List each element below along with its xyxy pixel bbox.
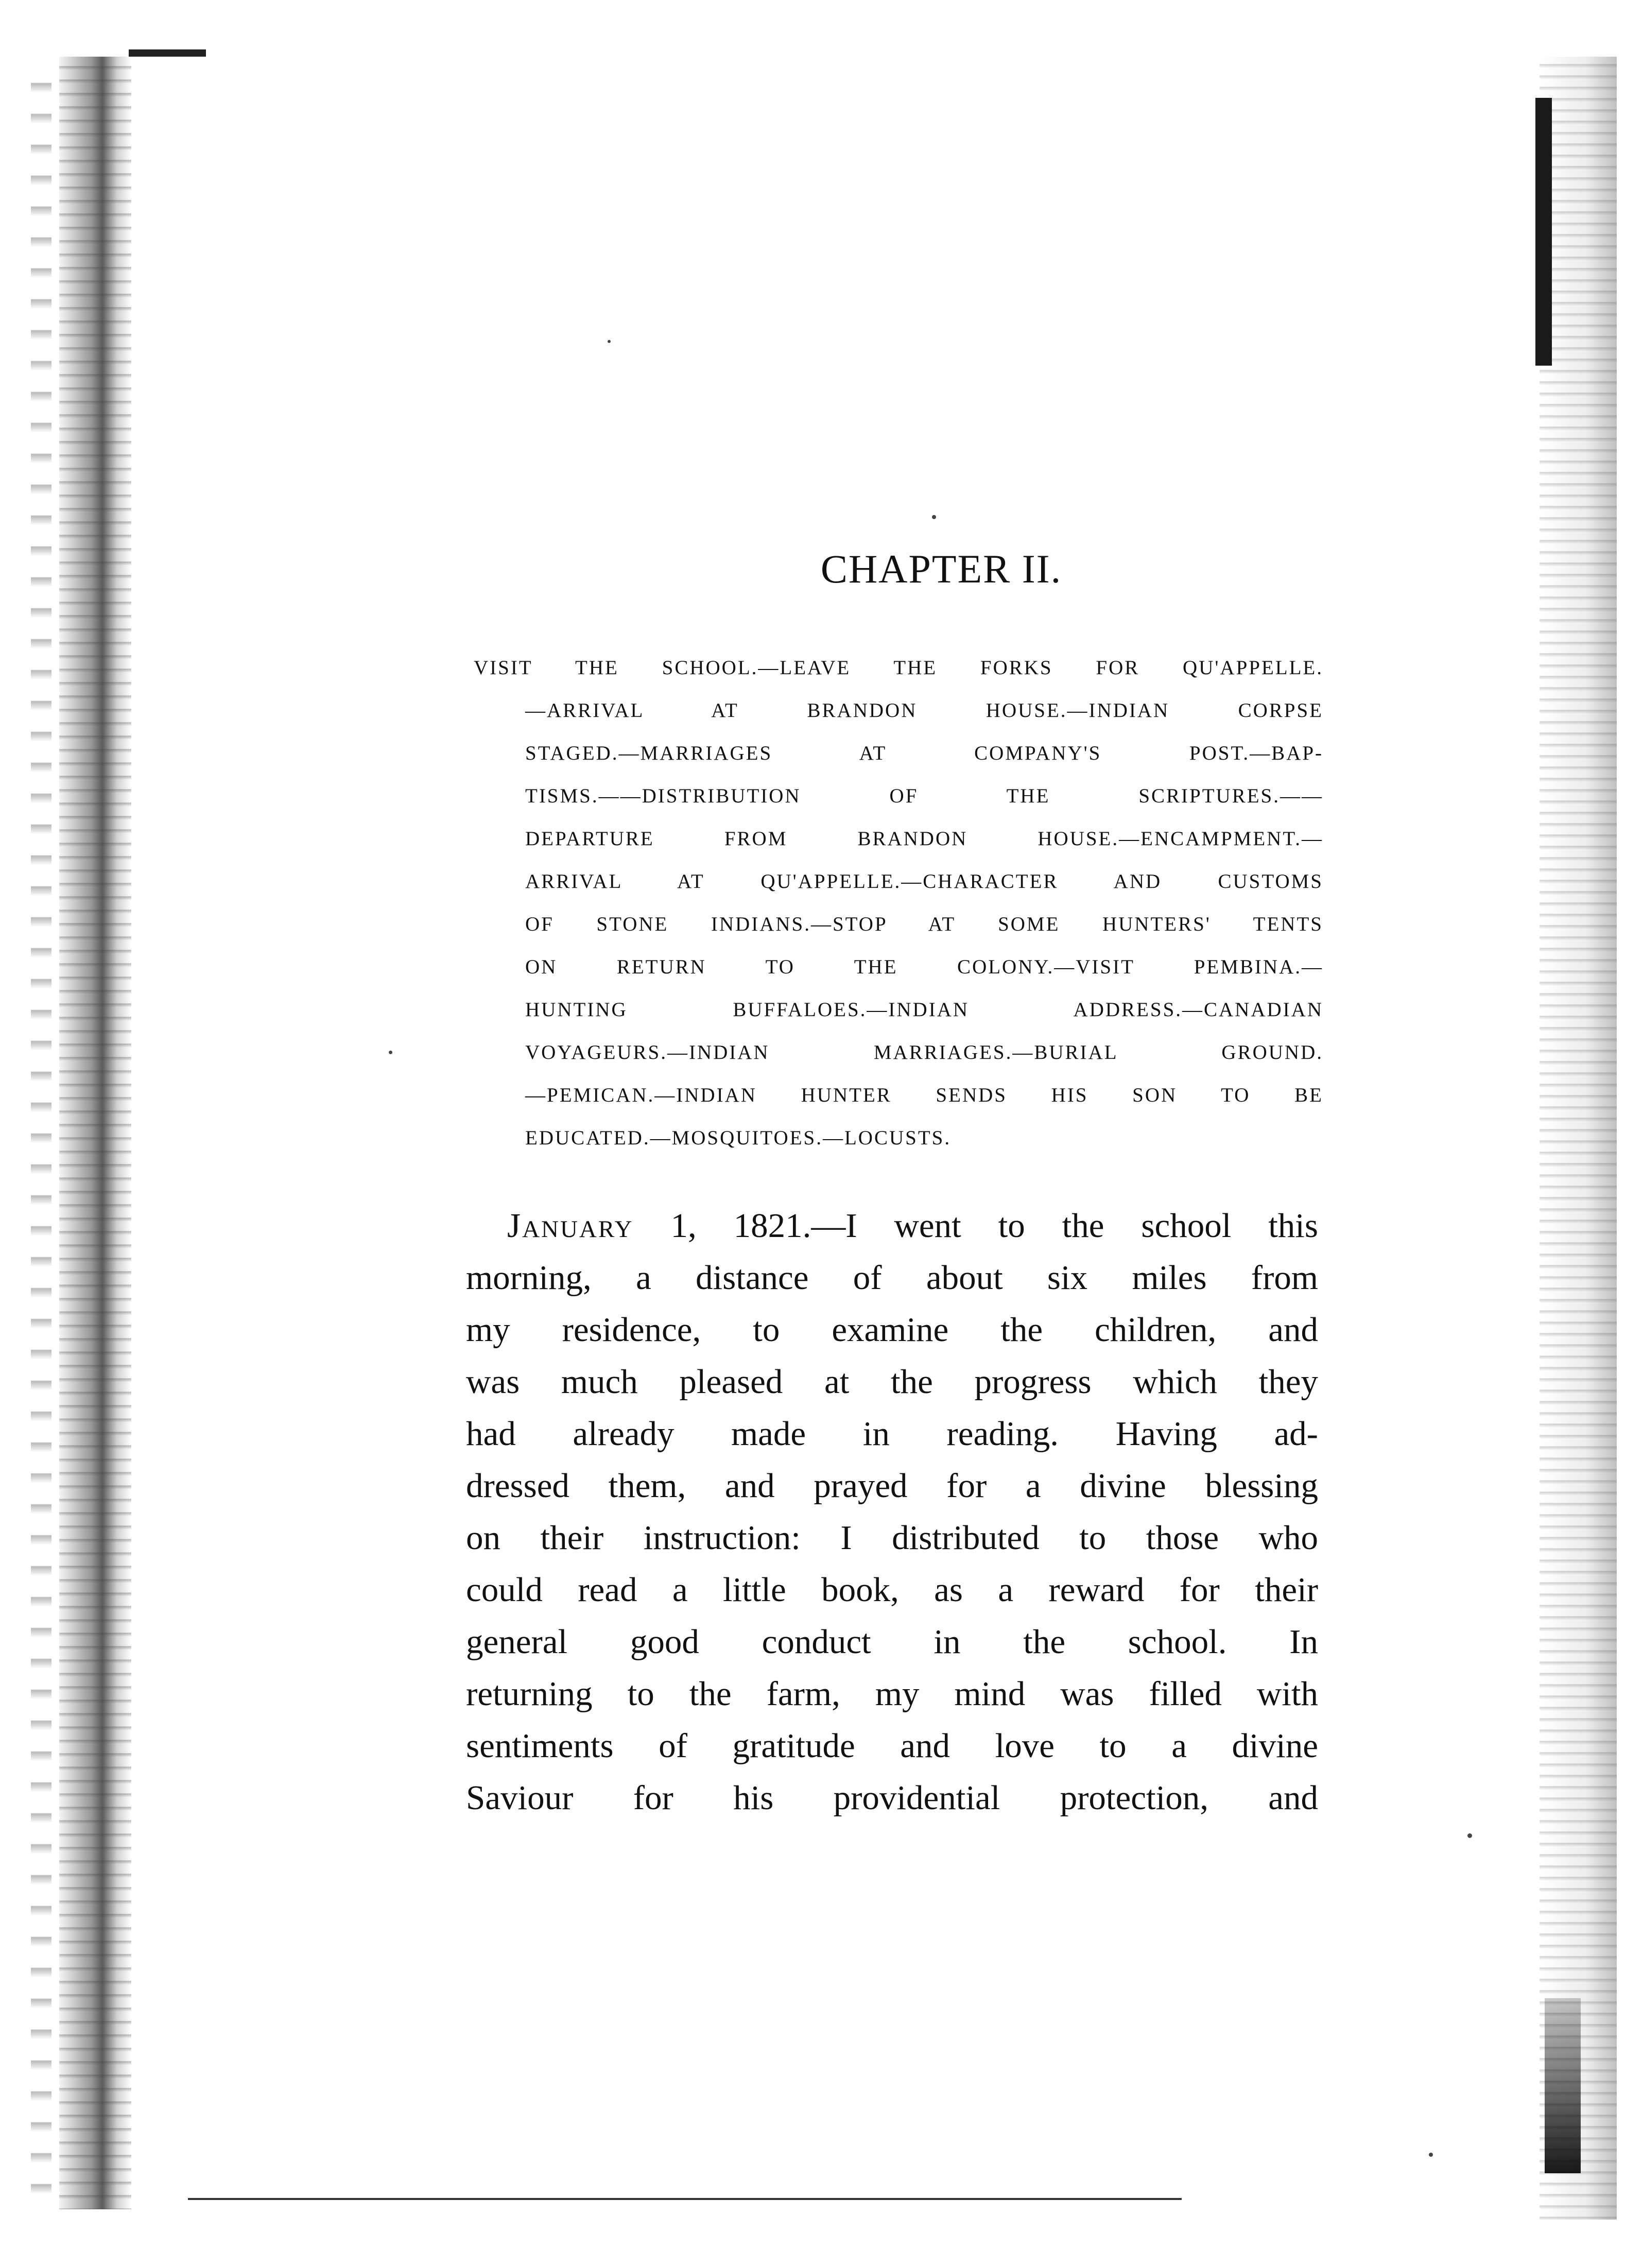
- summary-line: ARRIVAL AT QU'APPELLE.—CHARACTER AND CUSTOMS: [525, 870, 1323, 892]
- scan-mark-top: [129, 49, 206, 57]
- page-bottom-rule: [188, 2198, 1182, 2200]
- binding-shadow-outer: [31, 62, 51, 2199]
- body-line: returning to the farm, my mind was filled with: [466, 1675, 1318, 1713]
- summary-line: VISIT THE SCHOOL.—LEAVE THE FORKS FOR QU'APPELLE.: [474, 657, 1323, 679]
- chapter-title: [0, 546, 1625, 592]
- binding-shadow: [59, 57, 131, 2209]
- body-line: dressed them, and prayed for a divine blessing: [466, 1467, 1318, 1505]
- page-edge-bar-bottom: [1545, 1998, 1581, 2173]
- summary-line: EDUCATED.—MOSQUITOES.—LOCUSTS.: [525, 1127, 952, 1149]
- scan-speck: [1467, 1833, 1472, 1838]
- page-edge-shadow: [1540, 57, 1617, 2220]
- summary-line: VOYAGEURS.—INDIAN MARRIAGES.—BURIAL GROUND.: [525, 1041, 1323, 1063]
- body-line: sentiments of gratitude and love to a divine: [466, 1727, 1318, 1765]
- body-line: was much pleased at the progress which they: [466, 1363, 1318, 1401]
- page-edge-bar-top: [1535, 98, 1552, 366]
- body-line: on their instruction: I distributed to those who: [466, 1519, 1318, 1557]
- scan-speck: [932, 515, 936, 519]
- date-word: January: [507, 1207, 634, 1245]
- chapter-summary: [474, 646, 1323, 1159]
- body-line: morning, a distance of about six miles from: [466, 1259, 1318, 1297]
- summary-line: ON RETURN TO THE COLONY.—VISIT PEMBINA.—: [525, 956, 1323, 978]
- summary-line: DEPARTURE FROM BRANDON HOUSE.—ENCAMPMENT.—: [525, 828, 1323, 850]
- summary-line: —ARRIVAL AT BRANDON HOUSE.—INDIAN CORPSE: [525, 699, 1323, 721]
- scan-speck: [1429, 2153, 1433, 2157]
- chapter-title-text: CHAPTER II.: [820, 546, 1062, 591]
- scan-speck: [608, 340, 611, 343]
- summary-line: OF STONE INDIANS.—STOP AT SOME HUNTERS' TENTS: [525, 913, 1323, 935]
- body-line: my residence, to examine the children, and: [466, 1311, 1318, 1349]
- scan-speck: [389, 1051, 392, 1054]
- summary-line: HUNTING BUFFALOES.—INDIAN ADDRESS.—CANADIAN: [525, 999, 1323, 1021]
- body-line-first: [507, 1200, 1318, 1252]
- summary-line: STAGED.—MARRIAGES AT COMPANY'S POST.—BAP-: [525, 742, 1323, 764]
- body-line: Saviour for his providential protection, and: [466, 1779, 1318, 1817]
- first-line-rest: 1, 1821.—I went to the school this: [670, 1207, 1319, 1245]
- body-line: general good conduct in the school. In: [466, 1623, 1318, 1661]
- body-line: could read a little book, as a reward for their: [466, 1571, 1318, 1609]
- body-paragraph: [466, 1200, 1318, 1824]
- summary-line: —PEMICAN.—INDIAN HUNTER SENDS HIS SON TO BE: [525, 1084, 1323, 1106]
- summary-line: TISMS.——DISTRIBUTION OF THE SCRIPTURES.——: [525, 785, 1323, 807]
- body-line: had already made in reading. Having ad-: [466, 1415, 1318, 1453]
